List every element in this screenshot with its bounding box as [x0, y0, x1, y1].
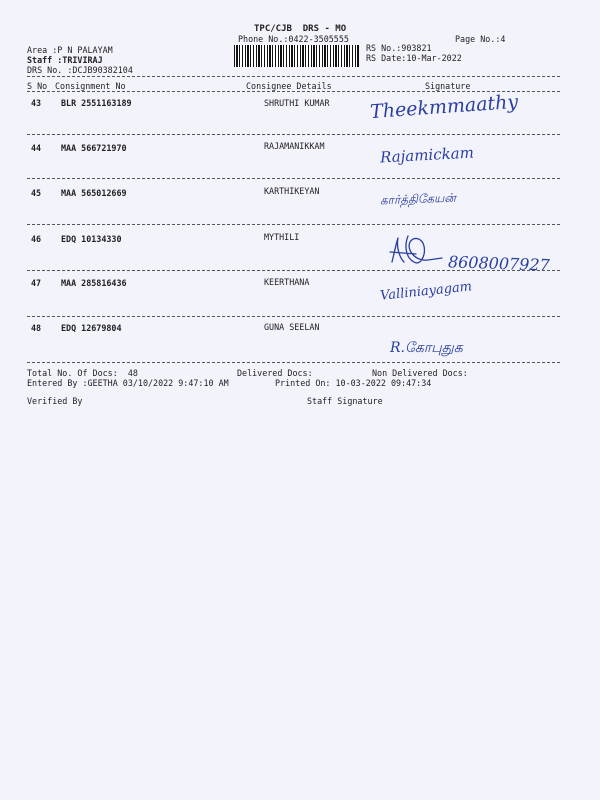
- signature-handwriting: Valliniayagam: [379, 279, 473, 304]
- row-sno: 45: [31, 188, 42, 198]
- staff-signature: Staff Signature: [307, 396, 383, 406]
- rs-date: RS Date:10-Mar-2022: [366, 53, 462, 63]
- row-sno: 48: [31, 323, 42, 333]
- staff-label: Staff :TRIVIRAJ: [27, 55, 103, 65]
- row-sno: 47: [31, 278, 42, 288]
- row-divider: [27, 224, 560, 225]
- row-consignee: KARTHIKEYAN: [264, 186, 320, 196]
- signature-phone-number: 8608007927: [447, 252, 551, 275]
- phone-number: Phone No.:0422-3505555: [238, 34, 349, 44]
- row-sno: 44: [31, 143, 42, 153]
- rs-number: RS No.:903821: [366, 43, 432, 53]
- delivered-docs: Delivered Docs:: [237, 368, 313, 378]
- row-divider: [27, 134, 560, 135]
- row-sno: 46: [31, 234, 42, 244]
- row-divider: [27, 316, 560, 317]
- drs-number: DRS No. :DCJB90382104: [27, 65, 133, 75]
- signature-handwriting: Rajamickam: [379, 143, 475, 167]
- barcode: [234, 45, 359, 67]
- column-consignment: Consignment No: [55, 81, 126, 91]
- area-label: Area :P N PALAYAM: [27, 45, 113, 55]
- row-divider: [27, 270, 560, 271]
- column-signature: Signature: [425, 81, 471, 91]
- row-consignment: EDQ 10134330: [61, 234, 122, 244]
- row-consignee: KEERTHANA: [264, 277, 310, 287]
- row-sno: 43: [31, 98, 42, 108]
- signature-scribble: [386, 232, 446, 274]
- row-divider: [27, 362, 560, 363]
- signature-handwriting: கார்த்திகேயன்: [379, 190, 457, 208]
- printed-on: Printed On: 10-03-2022 09:47:34: [275, 378, 432, 388]
- total-docs: Total No. Of Docs: 48: [27, 368, 138, 378]
- row-consignment: MAA 566721970: [61, 143, 127, 153]
- row-consignee: MYTHILI: [264, 232, 300, 242]
- row-consignee: SHRUTHI KUMAR: [264, 98, 330, 108]
- row-consignee: RAJAMANIKKAM: [264, 141, 325, 151]
- signature-handwriting: Theekmmaathy: [369, 90, 519, 124]
- row-consignment: BLR 2551163189: [61, 98, 132, 108]
- document-title: TPC/CJB DRS - MO: [254, 24, 347, 34]
- verified-by: Verified By: [27, 396, 83, 406]
- row-consignment: EDQ 12679804: [61, 323, 122, 333]
- non-delivered-docs: Non Delivered Docs:: [372, 368, 468, 378]
- column-consignee: Consignee Details: [246, 81, 332, 91]
- header-divider: [27, 76, 560, 77]
- signature-handwriting: R.கோபுதுக: [390, 340, 463, 356]
- row-divider: [27, 178, 560, 179]
- column-divider: [27, 91, 560, 92]
- page-number: Page No.:4: [455, 34, 506, 44]
- row-consignment: MAA 565012669: [61, 188, 127, 198]
- row-consignee: GUNA SEELAN: [264, 322, 320, 332]
- column-sno: S No: [27, 81, 48, 91]
- row-consignment: MAA 285816436: [61, 278, 127, 288]
- entered-by: Entered By :GEETHA 03/10/2022 9:47:10 AM: [27, 378, 229, 388]
